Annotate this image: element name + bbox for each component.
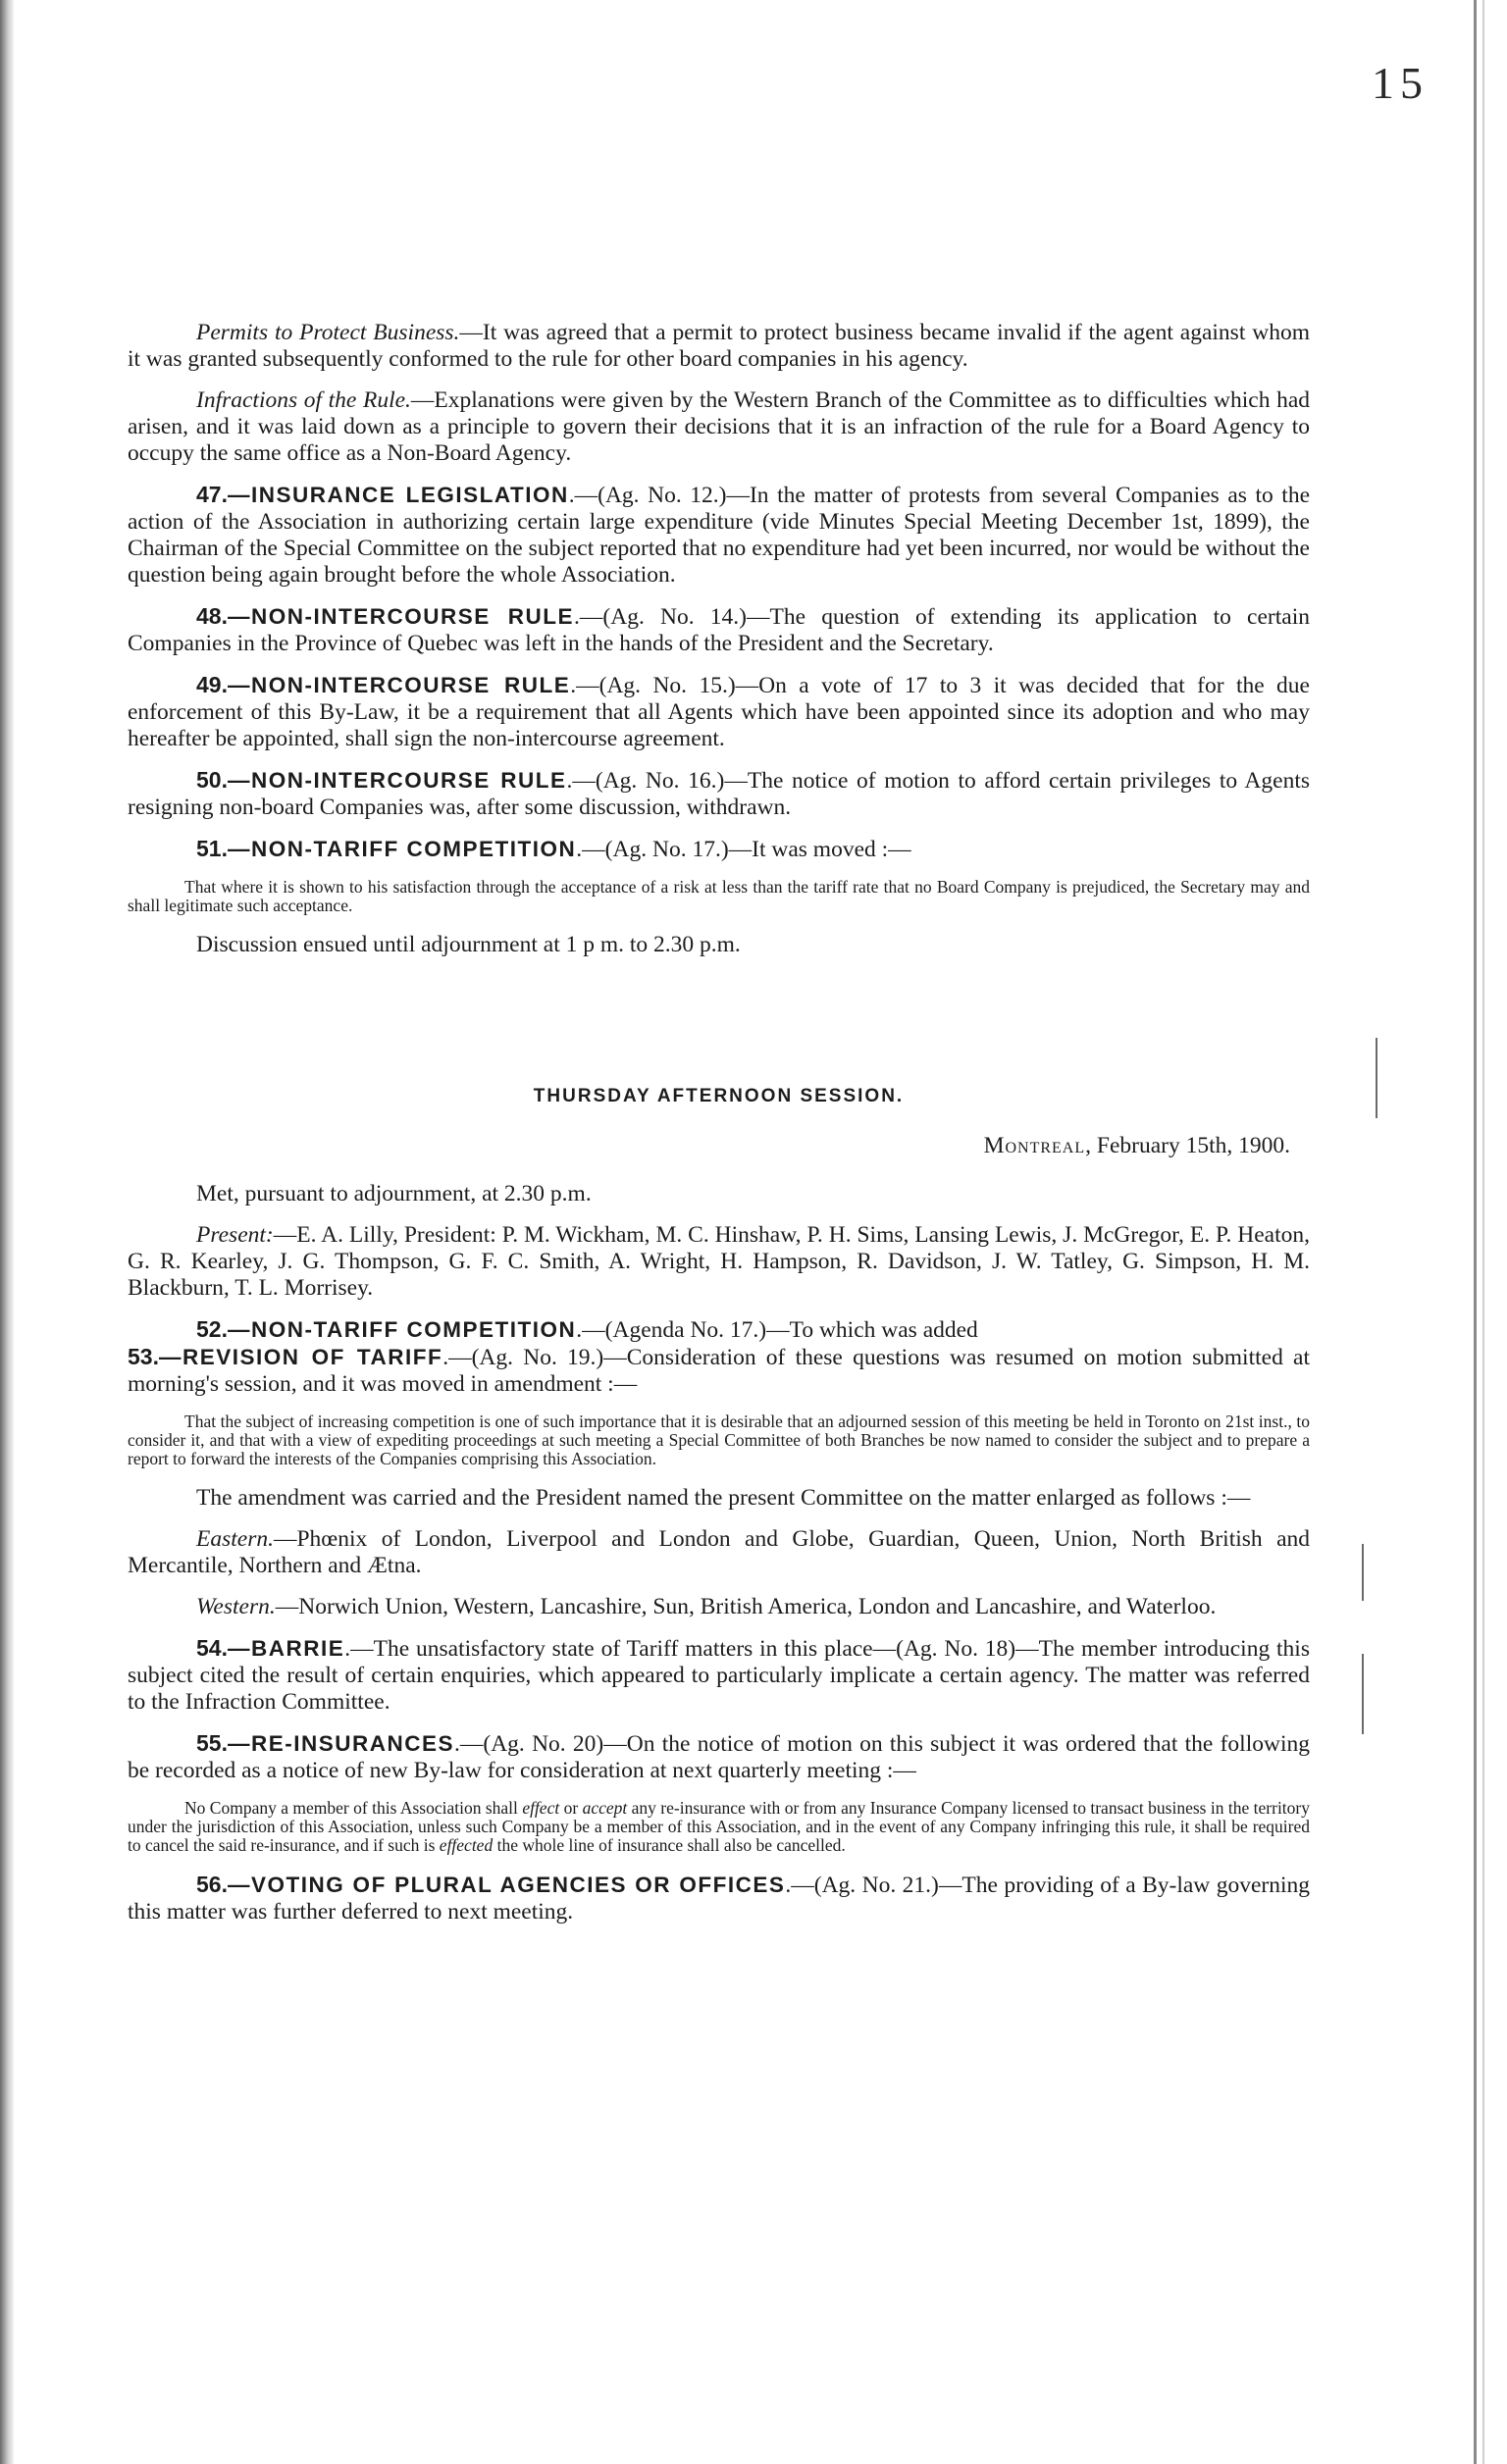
amendment-result: The amendment was carried and the President named the present Committee on the matter enlarged as follows :— [196,1485,1251,1511]
item-number: 49. [196,672,228,697]
session-present [128,1222,1310,1302]
item-50 [128,767,1310,821]
bylaw-effected: effected [439,1835,494,1855]
item-55 [128,1730,1310,1784]
item-heading: —RE-INSURANCES [227,1731,454,1756]
item-heading: —REVISION OF TARIFF [158,1345,443,1369]
session-date: , February 15th, 1900. [1085,1133,1290,1158]
bylaw-text [128,1799,1310,1855]
item-text: .—(Ag. No. 17.)—It was moved :— [576,837,911,862]
item-text: .—(Ag. No. 21.)—The providing of a By-law governing this matter was further deferred to next meeting. [128,1873,1311,1925]
item-heading: —BARRIE [227,1636,345,1661]
bylaw-part2: any re-insurance with or from any Insurance Company licensed to transact business in the territory under the jurisdiction of this Association, unless such Company be a member of this Association, and in the event of any Company infringing this rule, it shall be required to cancel the said re-insurance, and if such is [128,1798,1310,1855]
present-text: —E. A. Lilly, President: P. M. Wickham, M. C. Hinshaw, P. H. Sims, Lansing Lewis, J. McGregor, E. P. Heaton, G. R. Kearley, J. G. Thompson, G. F. C. Smith, A. Wright, H. Hampson, R. Davidson, J. W. Tatley, G. Simpson, H. M. Blackburn, T. L. Morrisey. [128,1222,1310,1301]
permits-label: Permits to Protect Business. [196,320,460,345]
item-heading: —NON-INTERCOURSE RULE [227,768,567,793]
item-54 [128,1635,1310,1716]
item-heading: —INSURANCE LEGISLATION [227,483,569,507]
item-52-53 [128,1316,1310,1398]
item-number: 55. [196,1730,228,1756]
session-dateline [128,1133,1310,1159]
item-number: 50. [196,767,228,793]
item-number: 47. [196,482,228,507]
item-number: 48. [196,603,228,629]
item-text: .—(Agenda No. 17.)—To which was added [576,1317,978,1343]
session-met: Met, pursuant to adjournment, at 2.30 p.m. [196,1181,592,1206]
eastern-text: —Phœnix of London, Liverpool and London and Globe, Guardian, Queen, Union, North British and Mercantile, Northern and Ætna. [128,1526,1310,1578]
item-number: 51. [196,836,228,861]
permits-text: —It was agreed that a permit to protect business became invalid if the agent against whom it was granted subsequently conformed to the rule for other board companies in his agency. [128,320,1310,372]
paragraph-infractions [128,387,1310,467]
item-text: .—(Ag. No. 16.)—The notice of motion to afford certain privileges to Agents resigning non-board Companies was, after some discussion, withdrawn. [128,768,1310,820]
item-text: .—(Ag. No. 12.)—In the matter of protests from several Companies as to the action of the Association in authorizing certain large expenditure (vide Minutes Special Meeting December 1st, 1899), the Chairman of the Special Committee on the subject reported that no expenditure had yet been incurred, nor would be without the question being again brought before the whole Association. [128,483,1311,588]
page-edge-right [1474,0,1507,2464]
item-text: .—(Ag. No. 20)—On the notice of motion on this subject it was ordered that the following be recorded as a notice of new By-law for consideration at next quarterly meeting :— [128,1731,1310,1783]
item-number: 54. [196,1635,228,1661]
item-56 [128,1872,1310,1925]
item-heading: —NON-INTERCOURSE RULE [227,604,575,629]
adjournment-text: Discussion ensued until adjournment at 1 p m. to 2.30 p.m. [196,932,741,957]
eastern-label: Eastern. [196,1526,274,1552]
item-49 [128,672,1310,752]
margin-bracket-52 [1358,1544,1364,1601]
item-number: 56. [196,1872,228,1897]
section-spacer [128,973,1310,1083]
page-content [128,320,1310,1940]
bylaw-effect: effect [522,1798,560,1818]
motion-51-text: That where it is shown to his satisfaction through the acceptance of a risk at less than the tariff rate that no Board Company is prejudiced, the Secretary may and shall legitimate such acceptance. [128,877,1310,915]
western-list [128,1594,1310,1620]
item-text: .—(Ag. No. 14.)—The question of extending its application to certain Companies in the Province of Quebec was left in the hands of the President and the Secretary. [128,604,1310,656]
item-heading: —NON-TARIFF COMPETITION [227,1317,577,1342]
western-text: —Norwich Union, Western, Lancashire, Sun, British America, London and Lancashire, and Waterloo. [275,1594,1217,1619]
item-heading: —NON-TARIFF COMPETITION [227,837,577,861]
bylaw-part1: No Company a member of this Association shall [184,1798,523,1818]
item-heading: —VOTING OF PLURAL AGENCIES OR OFFICES [227,1873,786,1897]
page-number: 15 [1372,58,1429,108]
item-52 [128,1316,1310,1344]
eastern-list [128,1526,1310,1579]
item-text: .—(Ag. No. 19.)—Consideration of these questions was resumed on motion submitted at morning's session, and it was moved in amendment :— [128,1345,1310,1397]
bylaw-part3: the whole line of insurance shall also be cancelled. [493,1835,846,1855]
amendment-text: That the subject of increasing competition is one of such importance that it is desirable that an adjourned session of this meeting be held in Toronto on 21st inst., to consider it, and that with a view of expediting proceedings at such meeting a Special Committee of both Branches be now named to consider the subject and to prepare a report to forward the interests of the Companies comprising this Association. [128,1412,1310,1468]
item-47 [128,482,1310,589]
margin-bracket-amendment [1358,1654,1364,1734]
infractions-text: —Explanations were given by the Western Branch of the Committee as to difficulties which had arisen, and it was laid down as a principle to govern their decisions that it is an infraction of the rule for a Board Agency to occupy the same office as a Non-Board Agency. [128,387,1310,466]
item-heading: —NON-INTERCOURSE RULE [227,673,571,697]
session-place: Montreal [983,1133,1086,1158]
item-text: .—(Ag. No. 15.)—On a vote of 17 to 3 it was decided that for the due enforcement of this By-Law, it be a requirement that all Agents which have been appointed since its adoption and who may hereafter be appointed, shall sign the non-intercourse agreement. [128,673,1310,751]
margin-bracket-51 [1372,1038,1377,1118]
bylaw-or: or [559,1798,583,1818]
paragraph-permits [128,320,1310,373]
page-edge-left [0,0,14,2464]
western-label: Western. [196,1594,276,1619]
item-text: .—The unsatisfactory state of Tariff matters in this place—(Ag. No. 18)—The member introducing this subject cited the result of certain enquiries, which appeared to particularly implicate a certain agency. The matter was referred to the Infraction Committee. [128,1636,1310,1715]
item-number: 52. [196,1316,228,1342]
infractions-label: Infractions of the Rule. [196,387,411,413]
item-48 [128,603,1310,657]
bylaw-accept: accept [582,1798,628,1818]
session-title: THURSDAY AFTERNOON SESSION. [533,1086,905,1106]
present-label: Present: [196,1222,274,1248]
item-51 [128,836,1310,863]
item-number: 53. [128,1344,159,1369]
